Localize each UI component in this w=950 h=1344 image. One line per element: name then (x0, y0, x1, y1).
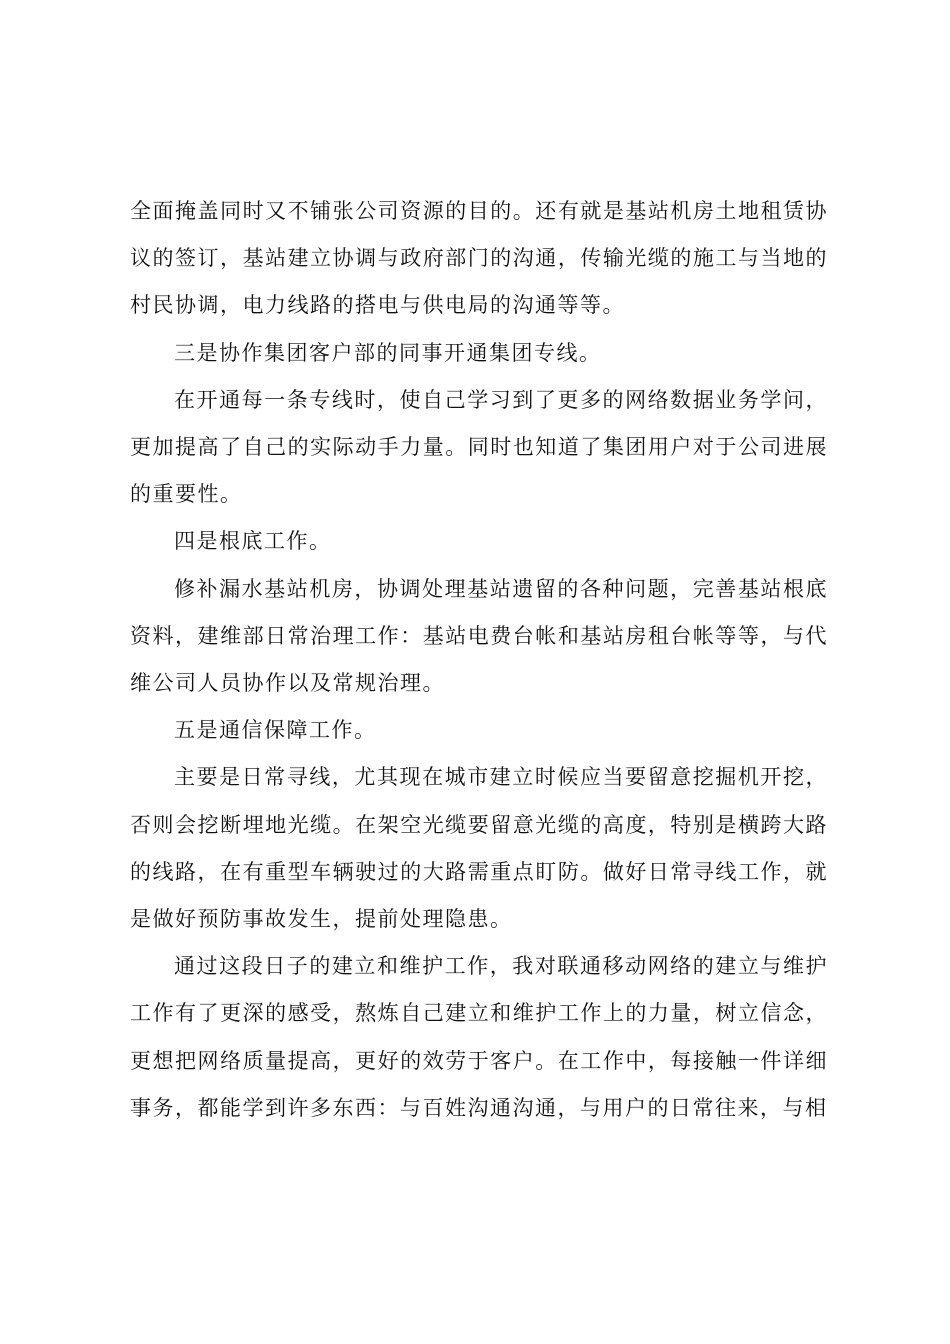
document-body (130, 188, 828, 1132)
paragraph-basic-work: 修补漏水基站机房，协调处理基站遗留的各种问题，完善基站根底资料，建维部日常治理工作：基站电费台帐和基站房租台帐等等，与代维公司人员协作以及常规治理。 (130, 576, 828, 696)
paragraph-heading-five: 五是通信保障工作。 (174, 718, 377, 743)
paragraph-dedicated-line: 在开通每一条专线时，使自己学习到了更多的网络数据业务学问，更加提高了自己的实际动手力量。同时也知道了集团用户对于公司进展的重要性。 (130, 387, 828, 507)
paragraph-line-patrol: 主要是日常寻线，尤其现在城市建立时候应当要留意挖掘机开挖，否则会挖断埋地光缆。在架空光缆要留意光缆的高度，特别是横跨大路的线路，在有重型车辆驶过的大路需重点盯防。做好日常寻线工作，就是做好预防事故发生，提前处理隐患。 (130, 765, 828, 932)
paragraph-continuation: 全面掩盖同时又不铺张公司资源的目的。还有就是基站机房土地租赁协议的签订，基站建立协调与政府部门的沟通，传输光缆的施工与当地的村民协调，电力线路的搭电与供电局的沟通等等。 (130, 199, 828, 318)
paragraph-heading-three: 三是协作集团客户部的同事开通集团专线。 (174, 340, 602, 365)
paragraph-summary: 通过这段日子的建立和维护工作，我对联通移动网络的建立与维护工作有了更深的感受，熬炼自己建立和维护工作上的力量，树立信念，更想把网络质量提高，更好的效劳于客户。在工作中，每接触一件详细事务，都能学到许多东西：与百姓沟通沟通，与用户的日常往来，与相 (130, 954, 828, 1120)
paragraph-heading-four: 四是根底工作。 (174, 529, 332, 554)
